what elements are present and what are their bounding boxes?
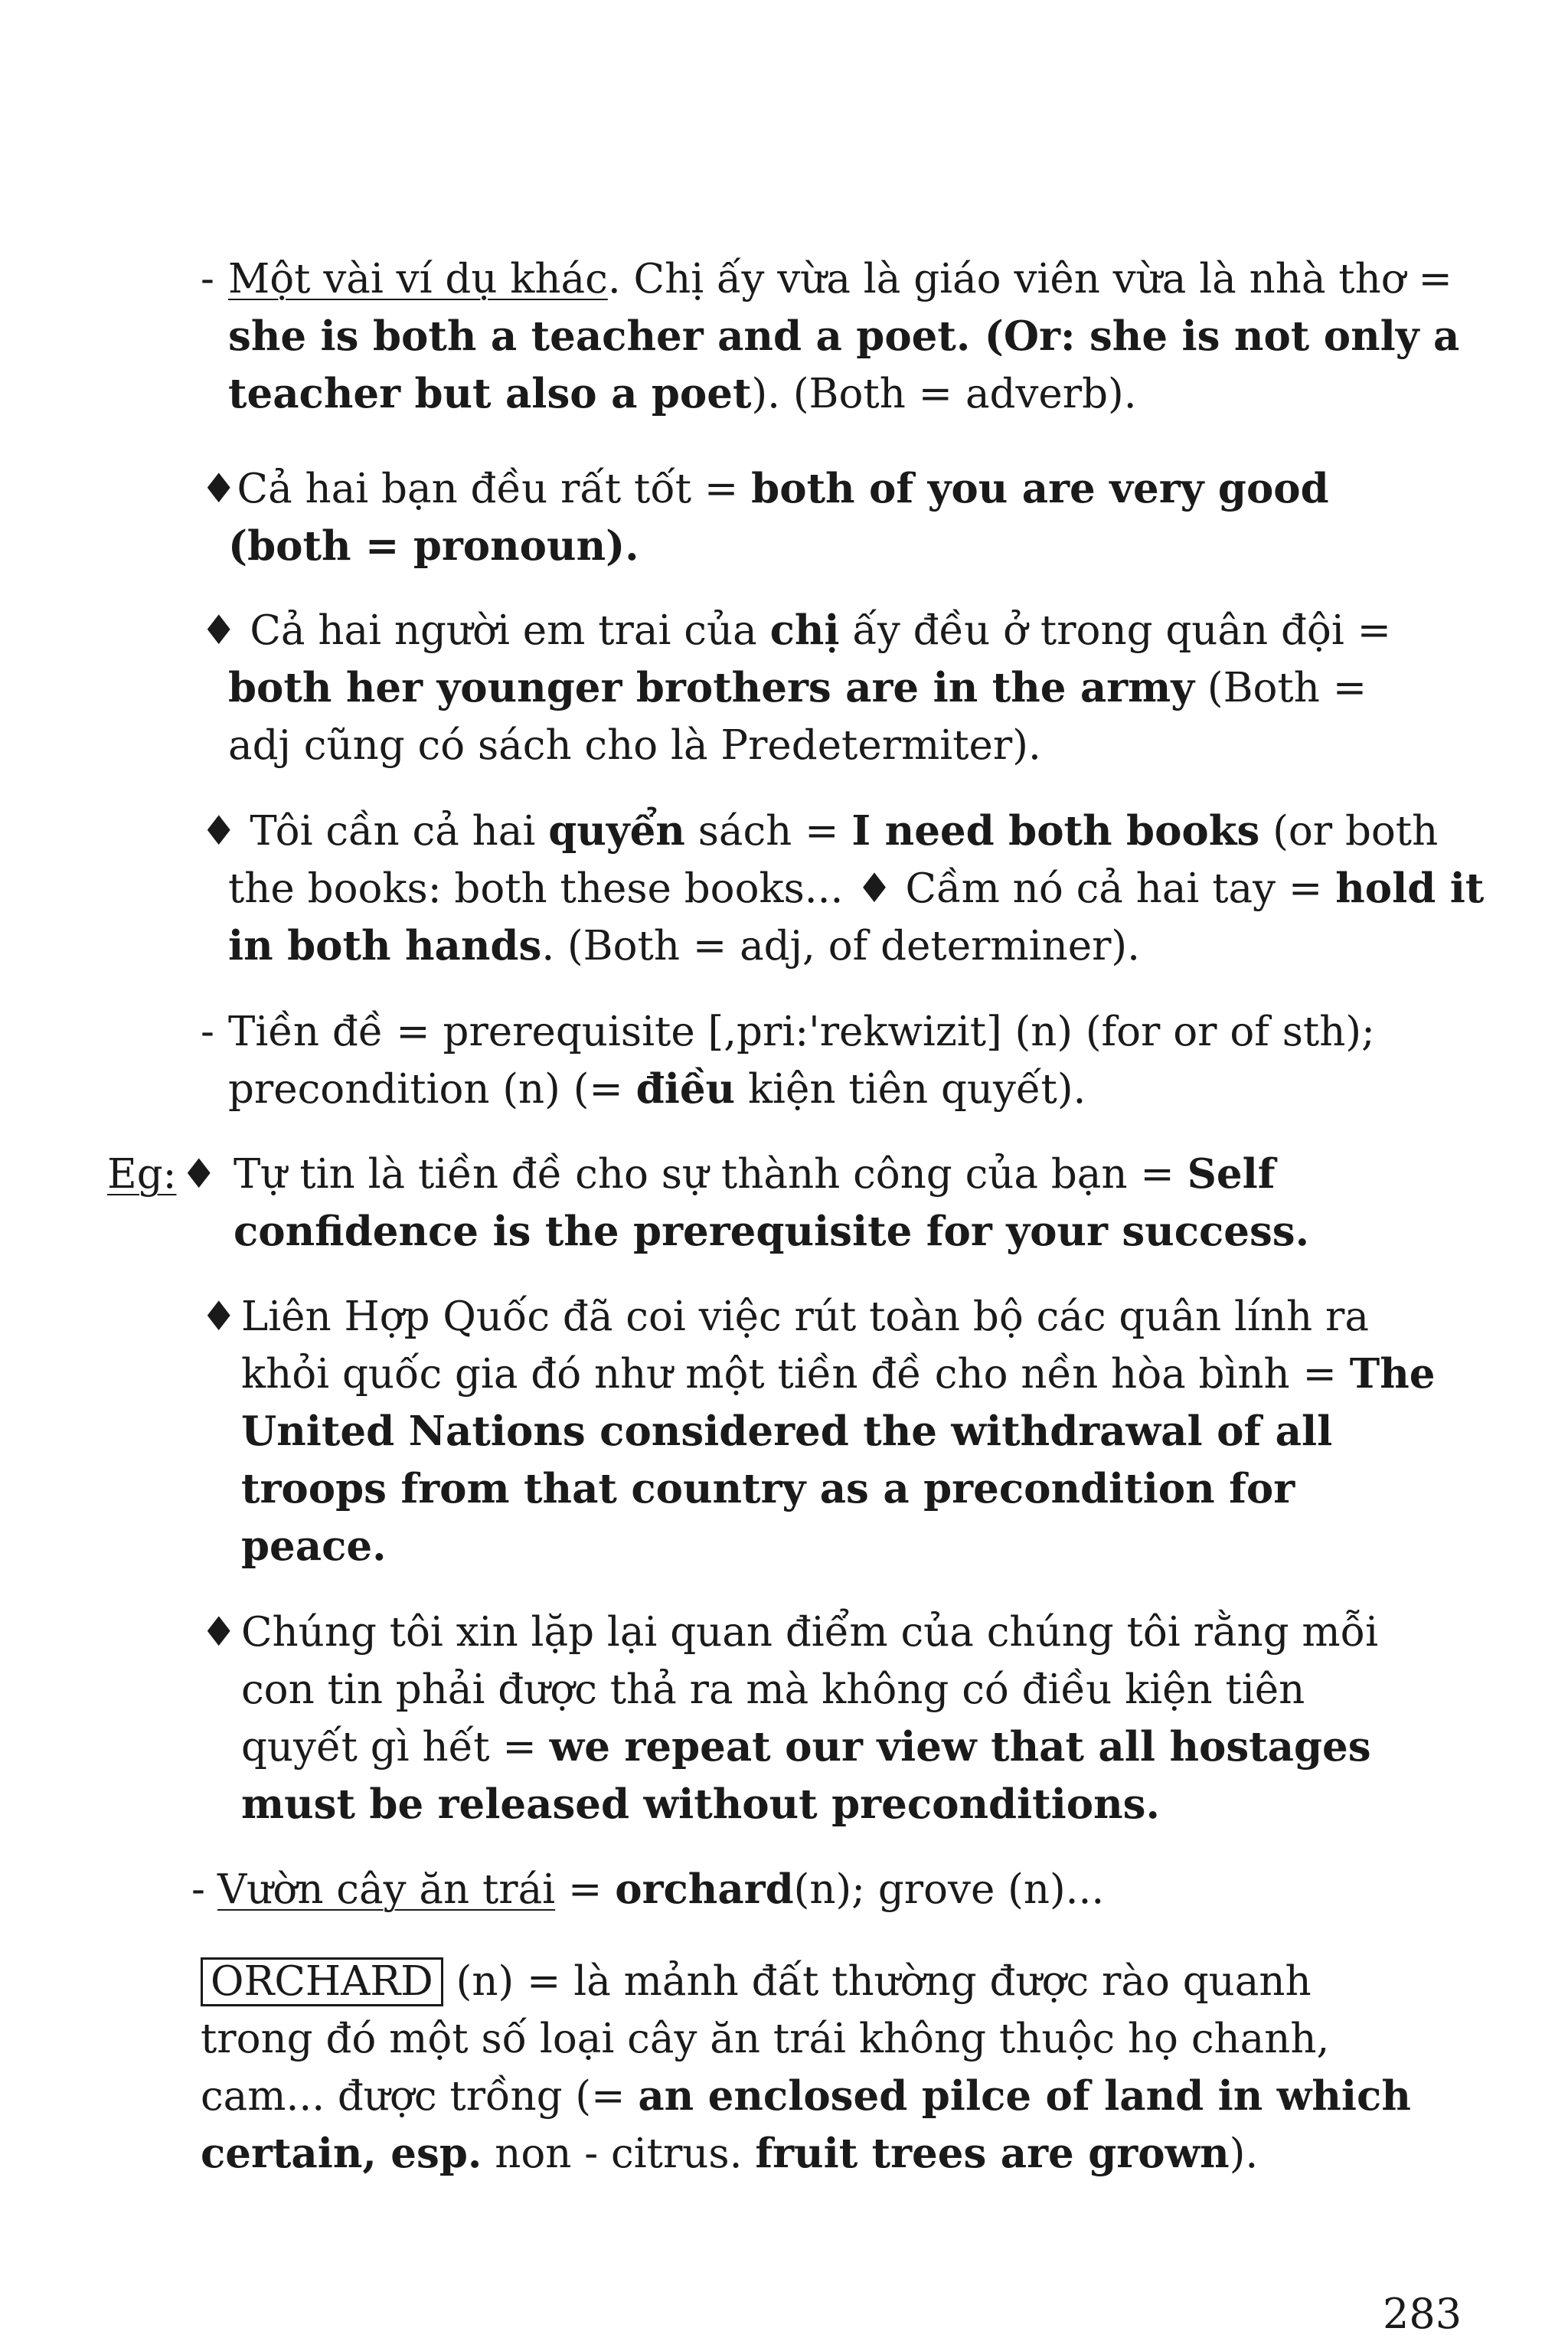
example-both-books [201, 803, 1485, 975]
line: ♦ Cả hai người em trai của chị ấy đều ở trong quân đội = [201, 607, 1392, 654]
line: khỏi quốc gia đó như một tiền đề cho nền hòa bình = The [241, 1350, 1436, 1398]
example-united-nations [241, 1288, 1468, 1575]
line: United Nations considered the withdrawal of all [241, 1408, 1333, 1455]
example-both-pronoun [201, 460, 1468, 575]
dash-marker: - [191, 1866, 205, 1913]
example-hostages [241, 1604, 1468, 1833]
example-both-adj [201, 602, 1468, 774]
line: Chúng tôi xin lặp lại quan điểm của chúng tôi rằng mỗi [241, 1609, 1379, 1656]
line: ♦ Tôi cần cả hai quyển sách = I need both books (or both [201, 807, 1439, 855]
line: ORCHARD (n) = là mảnh đất thường được rào quanh [201, 1953, 1468, 2010]
diamond-bullet-icon: ♦ [856, 865, 893, 912]
diamond-bullet-icon: ♦ [201, 1609, 237, 1656]
entry-examples-both [228, 250, 1468, 423]
line: the books: both these books... ♦ Cầm nó cả hai tay = hold it [228, 865, 1485, 912]
line: peace. [241, 1522, 387, 1570]
line: adj cũng có sách cho là Predetermiter). [228, 722, 1041, 769]
line: confidence is the prerequisite for your success. [234, 1208, 1310, 1255]
entry-orchard [217, 1861, 1468, 1918]
line: trong đó một số loại cây ăn trái không thuộc họ chanh, [201, 2016, 1330, 2062]
diamond-bullet-icon: ♦ [201, 466, 237, 512]
line: certain, esp. non - citrus. fruit trees are grown). [201, 2130, 1259, 2177]
diamond-bullet-icon: ♦ [201, 808, 237, 855]
line: Tự tin là tiền đề cho sự thành công của bạn = Self [234, 1150, 1276, 1198]
line: cam... được trồng (= an enclosed pilce of land in which [201, 2072, 1411, 2120]
definition-orchard [201, 1953, 1468, 2183]
line: teacher but also a poet). (Both = adverb). [228, 370, 1137, 417]
line: must be released without preconditions. [241, 1780, 1160, 1828]
line: ♦Cả hai bạn đều rất tốt = both of you are very good [201, 465, 1329, 512]
line: troops from that country as a precondition for [241, 1465, 1295, 1512]
example-self-confidence [234, 1146, 1468, 1261]
diamond-bullet-icon: ♦ [201, 1293, 237, 1340]
section-label: Vườn cây ăn trái [217, 1866, 556, 1913]
page-number: 283 [1383, 2290, 1462, 2338]
line: both her younger brothers are in the army (Both = [228, 664, 1367, 711]
dash-marker: - [201, 256, 214, 302]
line: quyết gì hết = we repeat our view that all hostages [241, 1723, 1371, 1771]
line: precondition (n) (= điều kiện tiên quyết). [228, 1065, 1086, 1113]
boxed-headword: ORCHARD [201, 1957, 443, 2006]
section-label: Một vài ví dụ khác [228, 256, 608, 302]
line: Tiền đề = prerequisite [,pri:'rekwizit] (n) (for or of sth); [228, 1009, 1375, 1055]
line: Liên Hợp Quốc đã coi việc rút toàn bộ các quân lính ra [241, 1293, 1369, 1340]
line: Vườn cây ăn trái = orchard(n); grove (n)... [217, 1865, 1105, 1913]
diamond-bullet-icon: ♦ [181, 1151, 217, 1198]
diamond-bullet-icon: ♦ [201, 607, 237, 654]
example-label: Eg: [107, 1151, 177, 1198]
entry-prerequisite [228, 1003, 1468, 1118]
dash-marker: - [201, 1009, 214, 1055]
line: in both hands. (Both = adj, of determiner). [228, 922, 1140, 970]
line: she is both a teacher and a poet. (Or: she is not only a [228, 312, 1460, 360]
line: con tin phải được thả ra mà không có điều kiện tiên [241, 1666, 1305, 1713]
line: (both = pronoun). [228, 522, 639, 570]
line: Một vài ví dụ khác. Chị ấy vừa là giáo viên vừa là nhà thơ = [228, 256, 1452, 302]
